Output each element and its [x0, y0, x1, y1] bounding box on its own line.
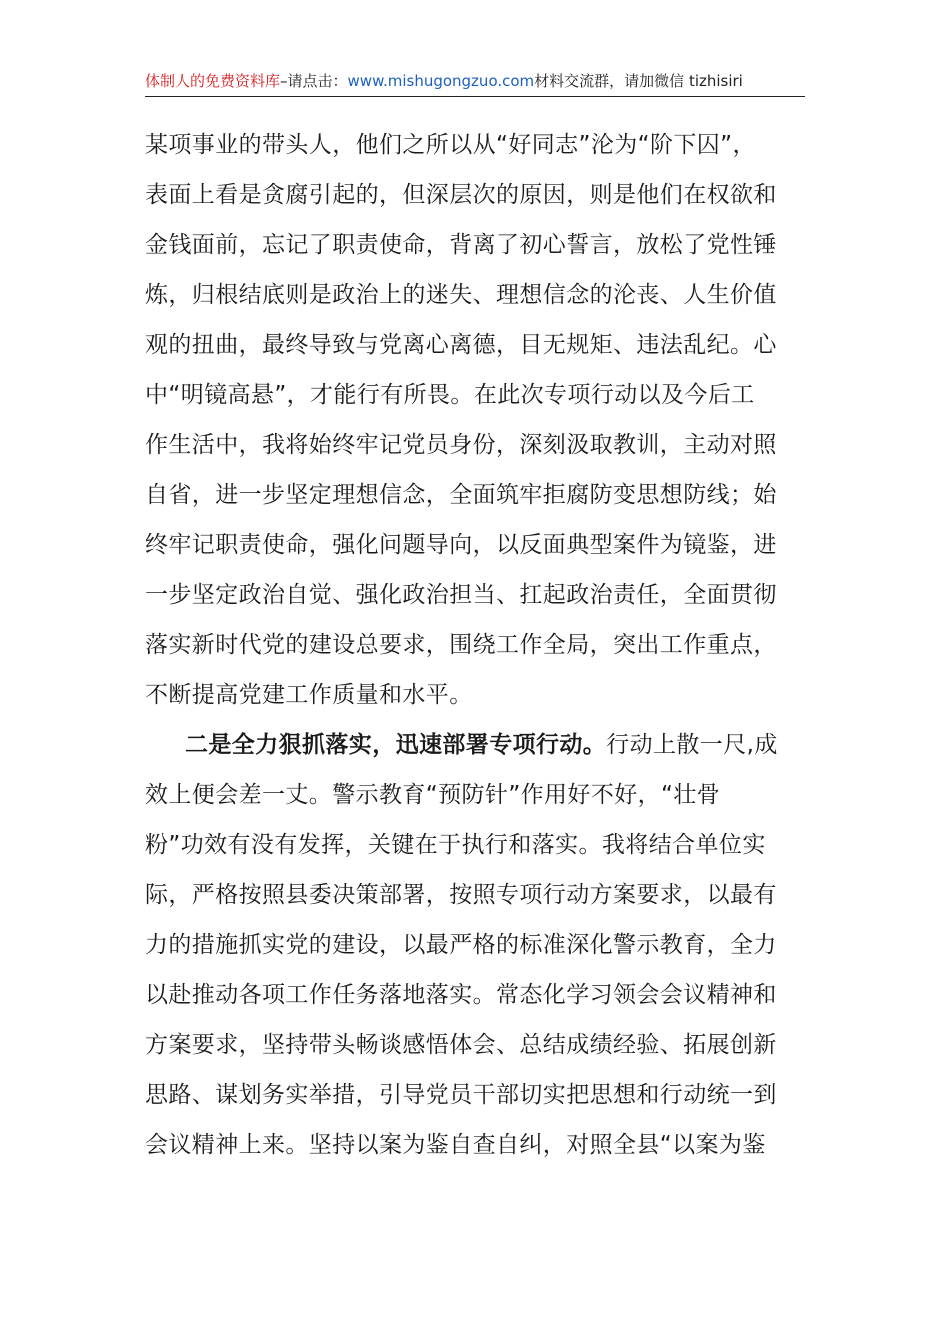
text-line: 炼，归根结底则是政治上的迷失、理想信念的沦丧、人生价值 — [145, 282, 777, 308]
text-line: 力的措施抓实党的建设，以最严格的标准深化警示教育，全力 — [145, 932, 777, 958]
text-line: 会议精神上来。坚持以案为鉴自查自纠，对照全县“以案为鉴 — [145, 1132, 766, 1158]
text-line: 自省，进一步坚定理想信念，全面筑牢拒腐防变思想防线；始 — [145, 482, 777, 508]
text-line: 金钱面前，忘记了职责使命，背离了初心誓言，放松了党性锤 — [145, 232, 777, 258]
text-span: 行动上散一尺,成 — [606, 732, 778, 758]
text-line: 终牢记职责使命，强化问题导向，以反面典型案件为镜鉴，进 — [145, 532, 777, 558]
paragraph-1 — [145, 120, 795, 720]
header-prompt: –请点击： — [280, 72, 348, 90]
page-header — [145, 68, 805, 97]
text-line: 际，严格按照县委决策部署，按照专项行动方案要求，以最有 — [145, 882, 777, 908]
text-line: 落实新时代党的建设总要求，围绕工作全局，突出工作重点， — [145, 632, 777, 658]
header-site-name: 体制人的免费资料库 — [145, 72, 281, 90]
paragraph-2 — [145, 720, 795, 1170]
text-line: 中“明镜高悬”，才能行有所畏。在此次专项行动以及今后工 — [145, 382, 755, 408]
text-line: 观的扭曲，最终导致与党离心离德，目无规矩、违法乱纪。心 — [145, 332, 777, 358]
header-contact: 材料交流群，请加微信 tizhisiri — [534, 72, 743, 90]
header-link[interactable]: www.mishugongzuo.com — [347, 72, 535, 90]
text-line: 思路、谋划务实举措，引导党员干部切实把思想和行动统一到 — [145, 1082, 777, 1108]
text-line: 一步坚定政治自觉、强化政治担当、扛起政治责任，全面贯彻 — [145, 582, 777, 608]
text-line: 效上便会差一丈。警示教育“预防针”作用好不好，“壮骨 — [145, 782, 721, 808]
text-line: 作生活中，我将始终牢记党员身份，深刻汲取教训，主动对照 — [145, 432, 777, 458]
text-line: 以赴推动各项工作任务落地落实。常态化学习领会会议精神和 — [145, 982, 777, 1008]
text-line: 不断提高党建工作质量和水平。 — [145, 682, 473, 708]
text-line: 某项事业的带头人，他们之所以从“好同志”沦为“阶下囚”， — [145, 132, 756, 158]
section-heading: 二是全力狠抓落实，迅速部署专项行动。 — [185, 732, 607, 758]
text-line-first — [145, 720, 795, 770]
text-line: 粉”功效有没有发挥，关键在于执行和落实。我将结合单位实 — [145, 832, 766, 858]
document-body — [145, 120, 795, 1170]
text-line: 方案要求，坚持带头畅谈感悟体会、总结成绩经验、拓展创新 — [145, 1032, 777, 1058]
text-line: 表面上看是贪腐引起的，但深层次的原因，则是他们在权欲和 — [145, 182, 777, 208]
